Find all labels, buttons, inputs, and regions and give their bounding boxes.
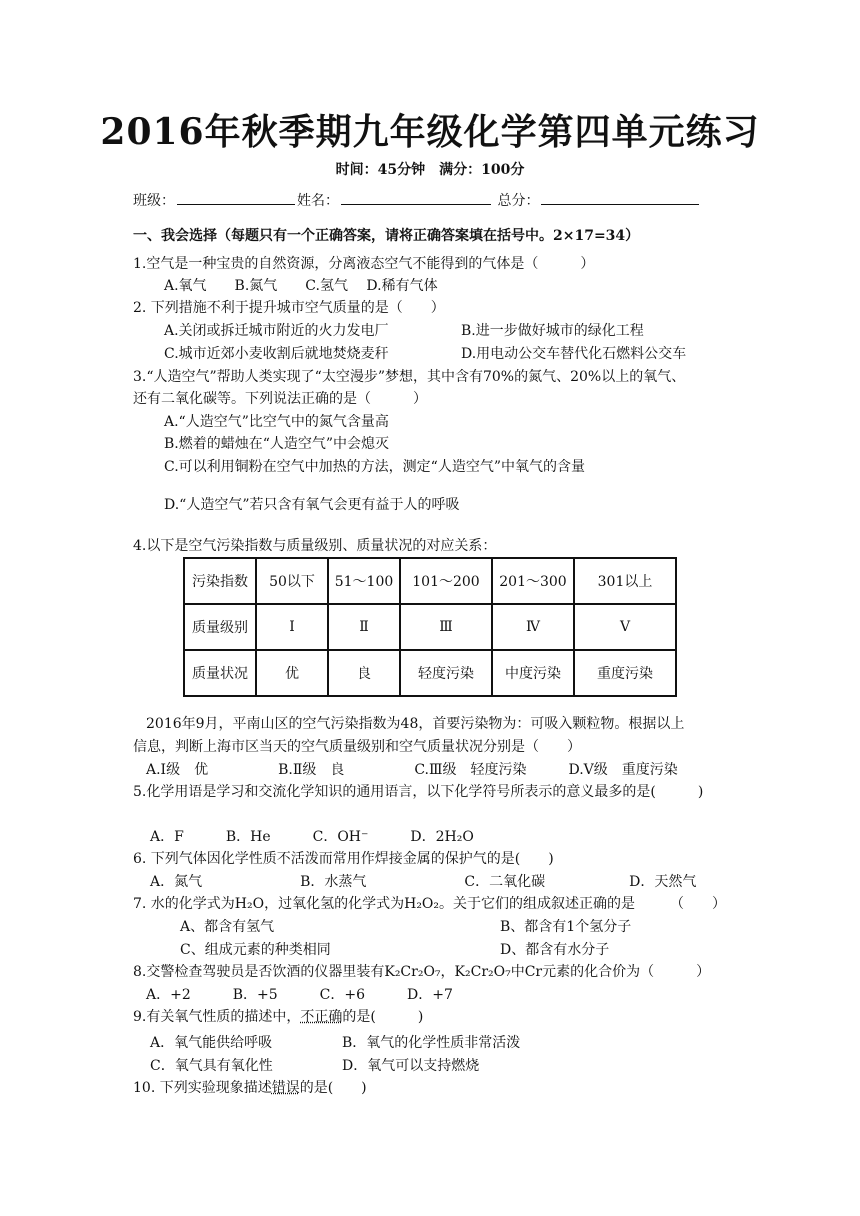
question-9-option-d: D．氧气可以支持燃烧 bbox=[342, 1058, 480, 1074]
question-2-option-a: A.关闭或拆迁城市附近的火力发电厂 bbox=[164, 323, 389, 339]
table-cell: 重度污染 bbox=[574, 650, 676, 696]
question-6-options: A．氮气 B．水蒸气 C．二氧化碳 D．天然气 bbox=[150, 874, 697, 890]
table-cell: 质量状况 bbox=[184, 650, 256, 696]
table-cell: 中度污染 bbox=[492, 650, 574, 696]
table-cell: 优 bbox=[256, 650, 328, 696]
table-cell: 101～200 bbox=[400, 558, 492, 604]
question-1-stem: 1.空气是一种宝贵的自然资源，分离液态空气不能得到的气体是（ ） bbox=[133, 256, 595, 272]
question-9-stem-start: 9.有关氧气性质的描述中， bbox=[133, 1009, 301, 1025]
student-info-row bbox=[133, 190, 701, 211]
class-blank[interactable] bbox=[177, 190, 295, 205]
table-cell: 201～300 bbox=[492, 558, 574, 604]
question-4-context-line2: 信息，判断上海市区当天的空气质量级别和空气质量状况分别是（ ） bbox=[133, 739, 581, 755]
question-5-options: A．F B．He C．OH⁻ D．2H₂O bbox=[150, 829, 474, 845]
question-10-stem-start: 10. 下列实验现象描述 bbox=[133, 1080, 272, 1096]
question-2-option-b: B.进一步做好城市的绿化工程 bbox=[461, 323, 644, 339]
table-cell: Ⅱ bbox=[328, 604, 400, 650]
question-7-option-b: B、都含有1个氢分子 bbox=[500, 919, 632, 935]
pollution-index-table bbox=[183, 557, 677, 697]
table-row bbox=[184, 650, 676, 696]
question-4-stem: 4.以下是空气污染指数与质量级别、质量状况的对应关系： bbox=[133, 538, 497, 554]
question-9-stem-end: 的是( ) bbox=[342, 1009, 424, 1025]
question-9-option-a: A．氧气能供给呼吸 bbox=[150, 1035, 273, 1051]
question-6-stem: 6. 下列气体因化学性质不活泼而常用作焊接金属的保护气的是( ) bbox=[133, 851, 554, 867]
table-cell: 良 bbox=[328, 650, 400, 696]
table-cell: 质量级别 bbox=[184, 604, 256, 650]
question-8-options: A．+2 B．+5 C．+6 D．+7 bbox=[146, 987, 453, 1003]
question-3-option-b: B.燃着的蜡烛在“人造空气”中会熄灭 bbox=[164, 436, 390, 452]
question-4-options: A.Ⅰ级 优 B.Ⅱ级 良 C.Ⅲ级 轻度污染 D.Ⅴ级 重度污染 bbox=[146, 762, 678, 778]
table-row bbox=[184, 558, 676, 604]
table-cell: 污染指数 bbox=[184, 558, 256, 604]
emphasis-mark: 不正确 bbox=[300, 1009, 343, 1025]
question-7-option-d: D、都含有水分子 bbox=[500, 942, 610, 958]
table-cell: Ⅰ bbox=[256, 604, 328, 650]
question-9-option-c: C．氧气具有氧化性 bbox=[150, 1058, 273, 1074]
exam-info: 时间：45分钟 满分：100分 bbox=[335, 162, 525, 178]
page-title: 2016年秋季期九年级化学第四单元练习 bbox=[100, 111, 760, 153]
table-cell: 50以下 bbox=[256, 558, 328, 604]
question-7-option-a: A、都含有氢气 bbox=[180, 919, 275, 935]
question-10-stem-end: 的是( ) bbox=[299, 1080, 367, 1096]
name-blank[interactable] bbox=[341, 190, 491, 205]
question-3-stem-line2: 还有二氧化碳等。下列说法正确的是（ ） bbox=[133, 391, 427, 407]
table-row bbox=[184, 604, 676, 650]
table-cell: Ⅲ bbox=[400, 604, 492, 650]
question-4-context-line1: 2016年9月，平南山区的空气污染指数为48，首要污染物为：可吸入颗粒物。根据以上 bbox=[146, 716, 685, 732]
table-cell: 51～100 bbox=[328, 558, 400, 604]
question-3-option-a: A.“人造空气”比空气中的氮气含量高 bbox=[164, 414, 389, 430]
score-blank[interactable] bbox=[541, 190, 699, 205]
question-7-stem: 7. 水的化学式为H₂O，过氧化氢的化学式为H₂O₂。关于它们的组成叙述正确的是 （ ） bbox=[133, 896, 727, 912]
question-7-option-c: C、组成元素的种类相同 bbox=[180, 942, 331, 958]
question-2-option-c: C.城市近郊小麦收割后就地焚烧麦秆 bbox=[164, 346, 389, 362]
question-3-option-c: C.可以利用铜粉在空气中加热的方法，测定“人造空气”中氧气的含量 bbox=[164, 459, 585, 475]
question-9-option-b: B．氧气的化学性质非常活泼 bbox=[342, 1035, 521, 1051]
question-8-stem: 8.交警检查驾驶员是否饮酒的仪器里装有K₂Cr₂O₇，K₂Cr₂O₇中Cr元素的化合价为（ ） bbox=[133, 964, 711, 980]
question-2-stem: 2. 下列措施不利于提升城市空气质量的是（ ） bbox=[133, 300, 445, 316]
question-5-stem: 5.化学用语是学习和交流化学知识的通用语言，以下化学符号所表示的意义最多的是( ) bbox=[133, 784, 704, 800]
question-1-options: A.氧气 B.氮气 C.氢气 D.稀有气体 bbox=[164, 278, 438, 294]
score-label: 总分： bbox=[497, 193, 540, 209]
table-cell: Ⅳ bbox=[492, 604, 574, 650]
question-3-stem-line1: 3.“人造空气”帮助人类实现了“太空漫步”梦想，其中含有70%的氮气、20%以上的氧气、 bbox=[133, 369, 686, 385]
emphasis-mark: 错误 bbox=[271, 1080, 300, 1096]
question-3-option-d: D.“人造空气”若只含有氧气会更有益于人的呼吸 bbox=[164, 497, 460, 513]
table-cell: 轻度污染 bbox=[400, 650, 492, 696]
table-cell: 301以上 bbox=[574, 558, 676, 604]
section-heading: 一、我会选择（每题只有一个正确答案，请将正确答案填在括号中。2×17=34） bbox=[133, 228, 640, 244]
class-label: 班级： bbox=[133, 193, 175, 209]
name-label: 姓名： bbox=[297, 193, 339, 209]
question-10-stem bbox=[133, 1078, 367, 1098]
question-9-stem bbox=[133, 1007, 423, 1027]
question-2-option-d: D.用电动公交车替代化石燃料公交车 bbox=[461, 346, 687, 362]
table-cell: Ⅴ bbox=[574, 604, 676, 650]
